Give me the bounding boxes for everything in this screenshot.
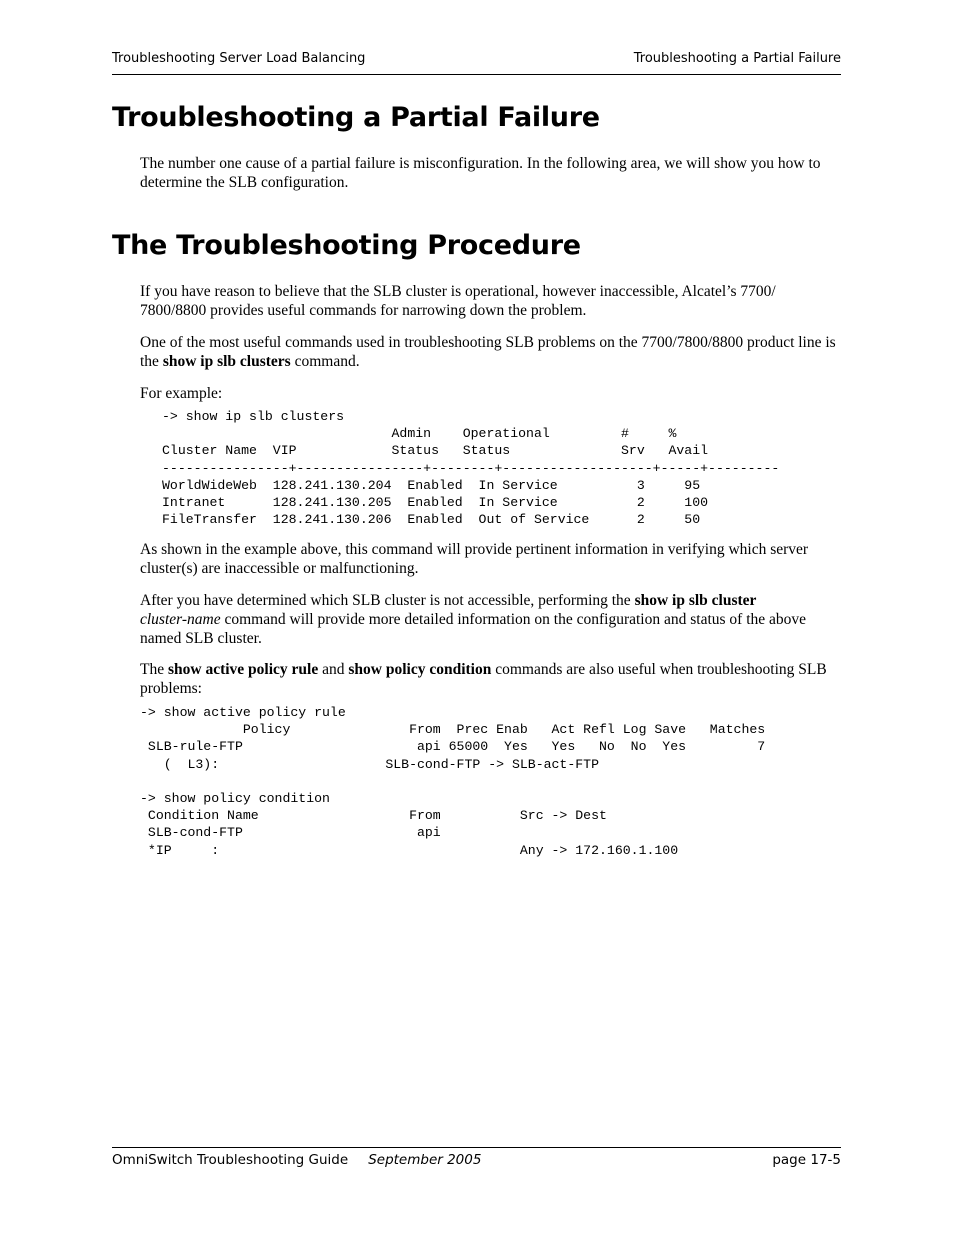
procedure-paragraph-3: As shown in the example above, this command will provide pertinent information in verifying which server cluster(s) are inaccessible or malfunctioning. <box>140 541 809 577</box>
page-footer <box>112 1147 841 1168</box>
example-label: For example: <box>140 385 223 402</box>
para5-text-mid: and <box>318 661 349 678</box>
intro-paragraph: The number one cause of a partial failure is misconfiguration. In the following area, we will show you how to determine the SLB configuration. <box>140 155 821 191</box>
header-chapter: Troubleshooting Server Load Balancing <box>112 51 366 66</box>
para4-text-b: command will provide more detailed information on the configuration and status of the above named SLB cluster. <box>140 611 807 647</box>
para2-text-a: One of the most useful commands used in troubleshooting SLB problems on the 7700/7800/8800 product line is the <box>140 334 836 370</box>
procedure-paragraph-4 <box>140 591 840 648</box>
para5-text-a: The <box>140 661 168 678</box>
para5-text-b: commands are also useful when troubleshooting SLB problems: <box>140 661 827 697</box>
para2-text-b: command. <box>290 353 360 370</box>
procedure-paragraph-5 <box>140 660 840 698</box>
code-block-slb-clusters: -> show ip slb clusters Admin Operational # % Cluster Name VIP Status Status Srv Avail ----------------+----------------+--------+-------------------+-----+--------- WorldWideWeb 128.241.130.204 Enabled In Service 3 95 Intranet 128.241.130.205 Enabled In Service 2 100 FileTransfer 128.241.130.206 Enabled Out of Service 2 50 <box>162 409 780 528</box>
code-block-policy: -> show active policy rule Policy From Prec Enab Act Refl Log Save Matches SLB-rule-FTP api 65000 Yes Yes No No Yes 7 ( L3): SLB-cond-FTP -> SLB-act-FTP -> show policy condition Condition Name From Src -> Dest SLB-cond-FTP api *IP : Any -> 172.160.1.100 <box>140 705 766 858</box>
footer-page-number: page 17-5 <box>772 1152 841 1168</box>
section-title-procedure: The Troubleshooting Procedure <box>112 230 581 261</box>
cmd-show-ip-slb-clusters: show ip slb clusters <box>162 353 291 370</box>
footer-date: September 2005 <box>368 1152 482 1168</box>
footer-guide-title: OmniSwitch Troubleshooting Guide <box>112 1152 349 1168</box>
procedure-paragraph-2 <box>140 333 840 371</box>
header-section: Troubleshooting a Partial Failure <box>633 51 841 66</box>
section-title-partial-failure: Troubleshooting a Partial Failure <box>112 102 600 133</box>
running-header <box>112 50 841 75</box>
para4-text-a: After you have determined which SLB cluster is not accessible, performing the <box>140 592 635 609</box>
cmd-arg-cluster-name: cluster-name <box>140 611 221 628</box>
procedure-paragraph-1: If you have reason to believe that the SLB cluster is operational, however inaccessible, Alcatel’s 7700/ 7800/8800 provides useful commands for narrowing down the problem. <box>140 283 776 319</box>
cmd-show-ip-slb-cluster: show ip slb cluster <box>634 592 757 609</box>
cmd-show-policy-condition: show policy condition <box>348 661 492 678</box>
cmd-show-active-policy-rule: show active policy rule <box>167 661 319 678</box>
